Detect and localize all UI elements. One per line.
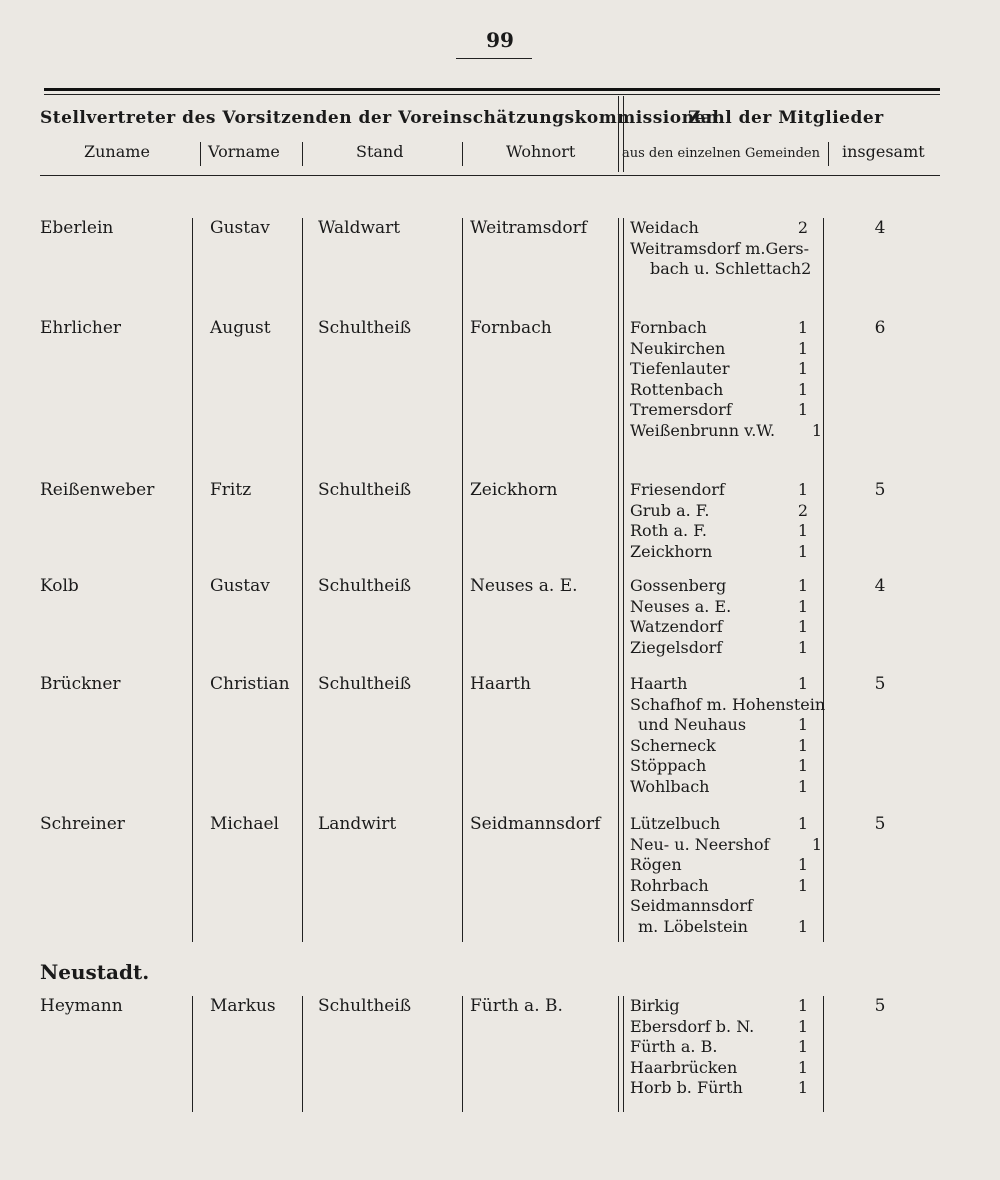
member-count: 1: [797, 596, 808, 616]
member-count: 1: [797, 674, 808, 693]
member-count: 1: [797, 1057, 808, 1077]
member-name: Lützelbuch: [630, 814, 721, 833]
member-name: Grub a. F.: [630, 500, 710, 520]
member-list: [630, 814, 822, 938]
member-item: [630, 756, 822, 777]
member-count: 1: [797, 379, 808, 399]
member-item: [630, 917, 822, 938]
member-name: Tiefenlauter: [630, 359, 730, 379]
row-zuname: Schreiner: [40, 814, 125, 834]
member-list: [630, 480, 822, 562]
member-name: bach u. Schlettach: [650, 259, 802, 279]
member-item: [630, 694, 826, 716]
header-divider: [302, 142, 303, 166]
header-divider: [462, 142, 463, 166]
member-item: [630, 597, 822, 618]
row-zuname: Ehrlicher: [40, 318, 122, 338]
member-count: 1: [797, 1037, 808, 1057]
member-count: 1: [797, 541, 808, 561]
member-count: 1: [797, 480, 808, 499]
row-zuname: Eberlein: [40, 218, 114, 238]
member-item: [630, 339, 822, 360]
page-number-underline: [456, 58, 532, 59]
row-wohnort: Fürth a. B.: [470, 996, 563, 1016]
member-name: Neukirchen: [630, 338, 726, 358]
member-list: [630, 996, 822, 1099]
header-divider-double: [618, 96, 624, 172]
member-item: [630, 1037, 822, 1058]
member-item: [630, 421, 822, 442]
row-vorname: Christian: [210, 674, 290, 694]
row-zuname: Reißenweber: [40, 480, 155, 500]
row-wohnort: Zeickhorn: [470, 480, 558, 500]
column-rule: [302, 218, 303, 942]
column-rule: [823, 218, 824, 942]
member-item: [630, 380, 822, 401]
member-count: 1: [797, 814, 808, 833]
row-stand: Landwirt: [318, 814, 397, 834]
row-total: 4: [874, 576, 886, 596]
member-item: [630, 835, 822, 856]
member-item: [630, 576, 822, 597]
row-vorname: Michael: [210, 814, 279, 834]
member-item: [630, 1058, 822, 1079]
member-count: 1: [797, 916, 808, 936]
member-name: Gossenberg: [630, 576, 727, 595]
header-top-rule: [44, 88, 940, 91]
member-item: [630, 239, 822, 260]
member-count: 1: [797, 359, 808, 379]
row-vorname: Fritz: [210, 480, 252, 500]
row-stand: Waldwart: [318, 218, 401, 238]
member-count: 1: [797, 637, 808, 657]
member-item: [630, 855, 822, 876]
row-wohnort: Seidmannsdorf: [470, 814, 601, 834]
member-count: 1: [797, 776, 808, 796]
member-name: Horb b. Fürth: [630, 1078, 743, 1098]
column-rule: [462, 218, 463, 942]
member-name: Schafhof m. Hohenstein: [630, 694, 826, 714]
member-count: 1: [797, 875, 808, 895]
member-name: Weidach: [630, 218, 699, 237]
member-count: 1: [797, 996, 808, 1015]
row-wohnort: Haarth: [470, 674, 532, 694]
member-list: [630, 318, 822, 442]
header-divider: [828, 142, 829, 166]
member-name: Zeickhorn: [630, 541, 713, 561]
member-item: [630, 1017, 822, 1038]
column-rule-double: [618, 218, 624, 942]
member-count: 2: [797, 218, 808, 237]
row-total: 5: [874, 674, 886, 694]
member-item: [630, 896, 822, 917]
member-count: 1: [797, 338, 808, 358]
row-vorname: Gustav: [210, 576, 270, 596]
member-item: [630, 259, 822, 280]
member-item: [630, 521, 822, 542]
row-stand: Schultheiß: [318, 576, 412, 596]
row-stand: Schultheiß: [318, 318, 412, 338]
member-item: [630, 480, 822, 501]
member-name: m. Löbelstein: [638, 916, 748, 936]
member-count: 1: [797, 855, 808, 875]
header-group-left: Stellvertreter des Vorsitzenden der Voreinschätzungskommissionen: [40, 108, 719, 128]
member-name: Haarth: [630, 674, 688, 693]
header-gemeinden: aus den einzelnen Gemeinden: [622, 146, 820, 161]
member-count: 2: [797, 500, 808, 520]
member-name: Rohrbach: [630, 875, 709, 895]
member-item: [630, 501, 822, 522]
member-name: Fürth a. B.: [630, 1037, 718, 1057]
member-name: Ebersdorf b. N.: [630, 1016, 755, 1036]
member-name: Roth a. F.: [630, 521, 707, 541]
member-name: Fornbach: [630, 318, 707, 337]
column-rule-double: [618, 996, 624, 1112]
member-name: Watzendorf: [630, 617, 723, 637]
row-total: 5: [874, 996, 886, 1016]
member-name: Friesendorf: [630, 480, 725, 499]
member-name: Neuses a. E.: [630, 596, 732, 616]
member-item: [630, 1078, 822, 1099]
member-name: Scherneck: [630, 735, 716, 755]
member-name: Wohlbach: [630, 776, 710, 796]
member-name: Tremersdorf: [630, 400, 732, 420]
row-zuname: Brückner: [40, 674, 121, 694]
row-stand: Schultheiß: [318, 674, 412, 694]
row-wohnort: Weitramsdorf: [470, 218, 588, 238]
row-total: 4: [874, 218, 886, 238]
row-vorname: August: [210, 318, 271, 338]
page-number: 99: [486, 28, 514, 52]
column-rule: [823, 996, 824, 1112]
member-count: 1: [797, 318, 808, 337]
member-list: [630, 674, 826, 798]
member-item: [630, 400, 822, 421]
member-item: [630, 218, 822, 239]
column-rule: [192, 996, 193, 1112]
member-count: 1: [797, 715, 808, 735]
member-item: [630, 715, 822, 736]
column-rule: [462, 996, 463, 1112]
column-rule: [192, 218, 193, 942]
member-count: 1: [797, 756, 808, 776]
member-item: [630, 996, 822, 1017]
row-wohnort: Fornbach: [470, 318, 552, 338]
member-count: 1: [797, 617, 808, 637]
header-bottom-rule: [40, 175, 940, 176]
header-zuname: Zuname: [84, 142, 150, 161]
member-count: [809, 239, 823, 260]
member-name: Rottenbach: [630, 379, 724, 399]
row-total: 5: [874, 480, 886, 500]
member-count: [825, 695, 839, 716]
member-name: Haarbrücken: [630, 1057, 738, 1077]
member-count: 1: [797, 1016, 808, 1036]
member-name: Neu- u. Neershof: [630, 834, 770, 854]
member-count: 1: [797, 400, 808, 420]
row-zuname: Heymann: [40, 996, 123, 1016]
member-count: 1: [797, 521, 808, 541]
row-total: 6: [874, 318, 886, 338]
row-zuname: Kolb: [40, 576, 79, 596]
row-vorname: Markus: [210, 996, 276, 1016]
member-name: Birkig: [630, 996, 680, 1015]
header-stand: Stand: [356, 142, 404, 161]
member-name: Weitramsdorf m.Gers-: [630, 238, 810, 258]
member-item: [630, 617, 822, 638]
row-stand: Schultheiß: [318, 996, 412, 1016]
header-divider: [200, 142, 201, 166]
row-stand: Schultheiß: [318, 480, 412, 500]
member-count: 1: [811, 420, 822, 440]
member-item: [630, 736, 822, 757]
member-item: [630, 876, 822, 897]
member-list: [630, 576, 822, 658]
header-group-right: Zahl der Mitglieder: [688, 108, 884, 128]
member-count: 1: [797, 1078, 808, 1098]
member-count: 2: [801, 259, 812, 279]
header-top-rule-thin: [44, 94, 940, 95]
header-insgesamt: insgesamt: [842, 142, 925, 161]
header-vorname: Vorname: [208, 142, 280, 161]
member-count: 1: [797, 576, 808, 595]
member-count: [808, 896, 822, 917]
member-name: Ziegelsdorf: [630, 637, 723, 657]
column-rule: [302, 996, 303, 1112]
member-item: [630, 674, 822, 695]
member-item: [630, 814, 822, 835]
member-item: [630, 318, 822, 339]
member-name: Weißenbrunn v.W.: [630, 420, 776, 440]
row-vorname: Gustav: [210, 218, 270, 238]
member-list: [630, 218, 822, 280]
member-count: 1: [811, 834, 822, 854]
member-item: [630, 359, 822, 380]
member-item: [630, 542, 822, 563]
row-total: 5: [874, 814, 886, 834]
member-name: und Neuhaus: [638, 715, 747, 735]
member-count: 1: [797, 735, 808, 755]
member-name: Stöppach: [630, 756, 707, 776]
member-item: [630, 638, 822, 659]
row-wohnort: Neuses a. E.: [470, 576, 578, 596]
member-name: Seidmannsdorf: [630, 896, 753, 916]
section-title: Neustadt.: [40, 960, 150, 984]
member-item: [630, 777, 822, 798]
header-wohnort: Wohnort: [506, 142, 576, 161]
member-name: Rögen: [630, 855, 682, 875]
